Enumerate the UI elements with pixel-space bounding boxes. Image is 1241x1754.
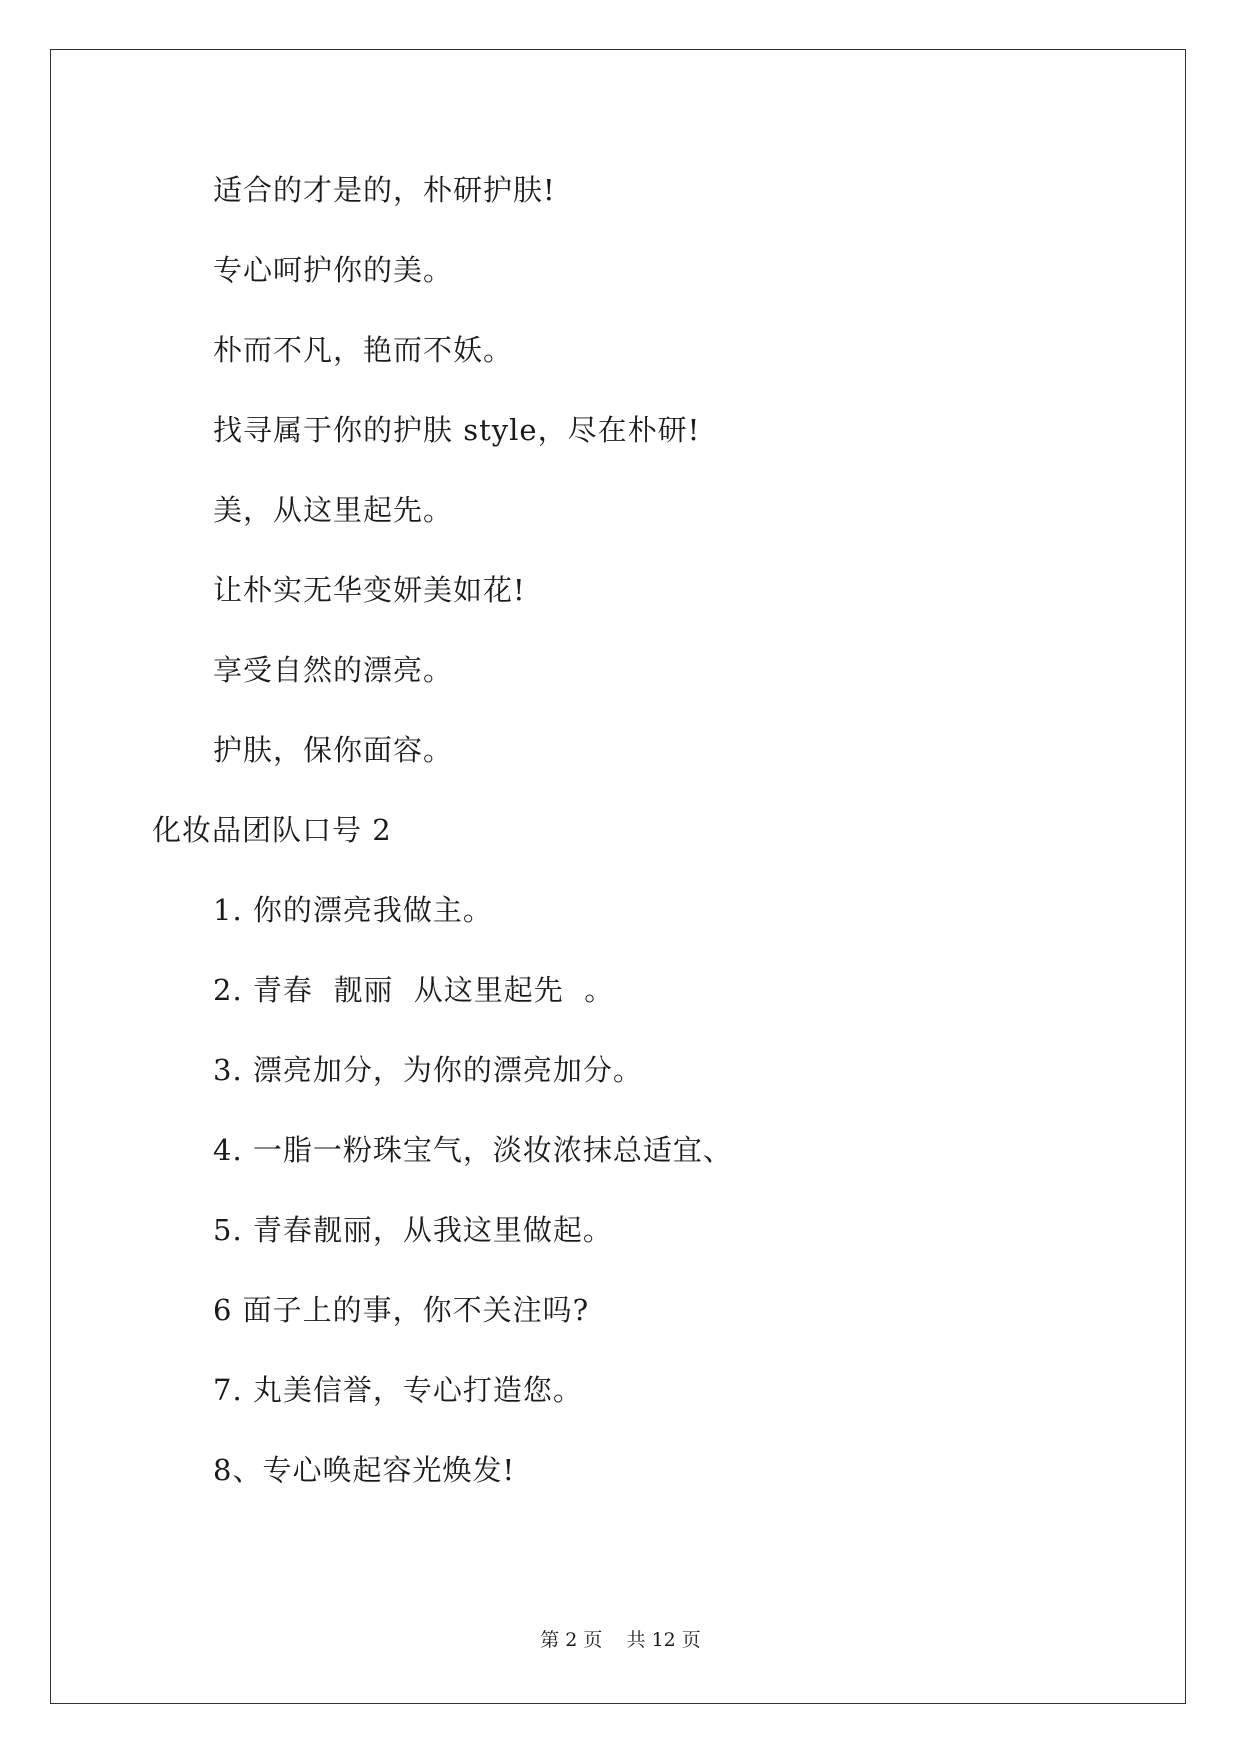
list-item: 2. 青春 靓丽 从这里起先 。 [213,973,615,1007]
list-item: 8、专心唤起容光焕发! [213,1453,516,1487]
list-item: 5. 青春靓丽，从我这里做起。 [213,1213,613,1247]
paragraph-3: 朴而不凡，艳而不妖。 [213,333,514,367]
paragraph-4: 找寻属于你的护肤 style，尽在朴研! [213,413,701,447]
list-item: 3. 漂亮加分，为你的漂亮加分。 [213,1053,643,1087]
paragraph-1: 适合的才是的，朴研护肤! [213,173,556,207]
list-item: 4. 一脂一粉珠宝气，淡妆浓抹总适宜、 [213,1133,733,1167]
list-item: 1. 你的漂亮我做主。 [213,893,493,927]
paragraph-5: 美，从这里起先。 [213,493,454,527]
page-footer: 第 2 页 共 12 页 [540,1629,701,1651]
list-item: 7. 丸美信誉，专心打造您。 [213,1373,583,1407]
section-heading: 化妆品团队口号 2 [152,813,392,847]
list-item: 6 面子上的事，你不关注吗? [213,1293,590,1327]
paragraph-6: 让朴实无华变妍美如花! [213,573,526,607]
paragraph-8: 护肤，保你面容。 [213,733,454,767]
paragraph-2: 专心呵护你的美。 [213,253,454,287]
paragraph-7: 享受自然的漂亮。 [213,653,454,687]
